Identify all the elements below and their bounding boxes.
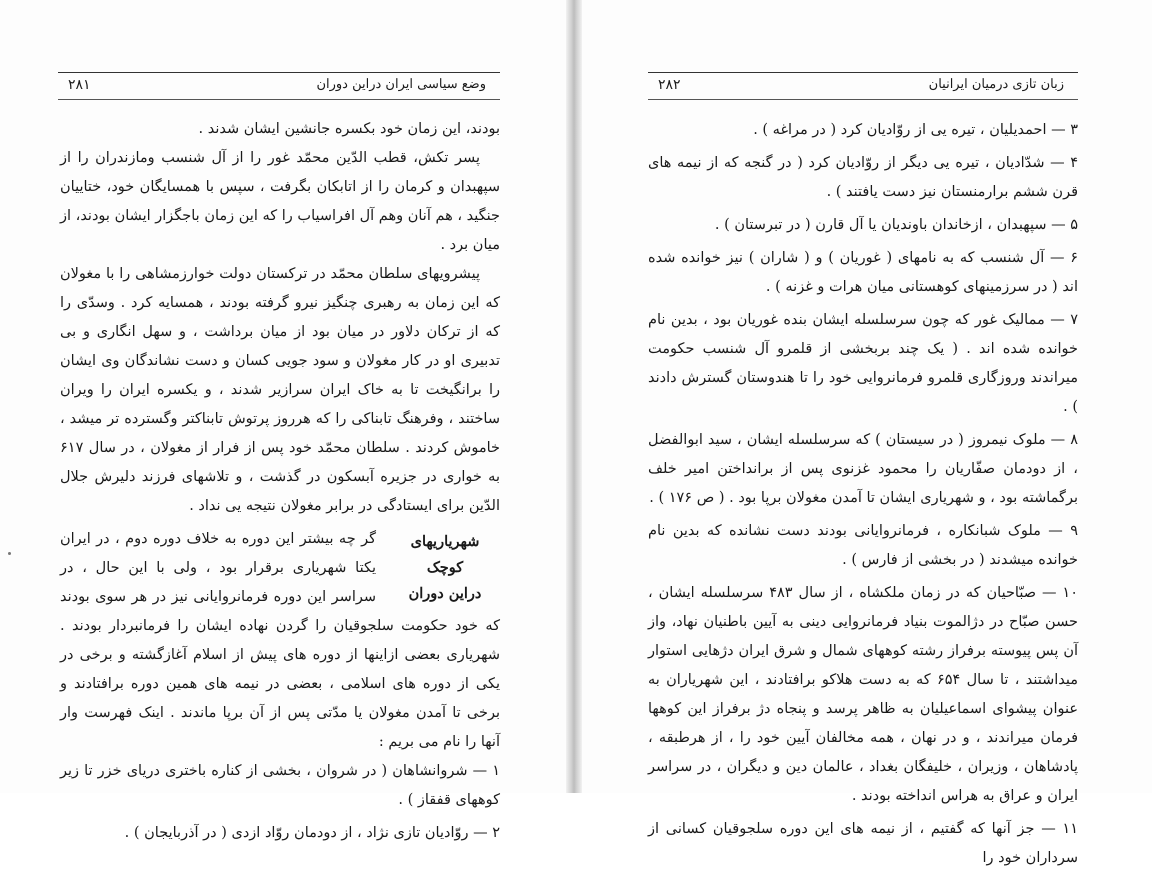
list-item: ۹ — ملوک شبانکاره ، فرمانروایانی بودند دست نشانده که بدین نام خوانده میشدند ( در بخشی از فارس ) . xyxy=(648,523,1078,568)
list-item: ۵ — سپهبدان ، ازخاندان باوندیان یا آل قارن ( در تبرستان ) . xyxy=(714,217,1078,233)
list-item: ۲ — روّادیان تازی نژاد ، از دودمان روّاد ازدی ( در آذربایجان ) . xyxy=(124,825,500,841)
list-item: ۱ — شروانشاهان ( در شروان ، بخشی از کناره باختری دریای خزر تا زیر کوههای قفقاز ) . xyxy=(60,763,500,808)
section-heading xyxy=(390,529,500,607)
book-gutter xyxy=(566,0,582,793)
list-item: ۱۰ — صبّاحیان که در زمان ملکشاه ، از سال ۴۸۳ سرسلسله ایشان ، حسن صبّاح در دژالموت بنیاد فرمانروایی دینی به آیین باطنیان نهاد، واز آن پس پیوسته برفراز رشته کوههای شمال و شرق ایران دژهایی استوار میداشتند ، تا سال ۶۵۴ که به دست هلاکو برافتادند ، این شهریاران به عنوان پیشوای اسماعیلیان به ظاهر پرسد و پنجاه دژ برفراز این کوهها فرمان میراندند ، و در نهان ، همه مخالفان آیین خود را ، از هرطبقه ، پادشاهان ، وزیران ، خلیفگان بغداد ، عالمان دین و دیگران ، در سراسر ایران و عراق به هراس انداخته بودند . xyxy=(648,585,1078,804)
right-running-title: زبان تازی درمیان ایرانیان xyxy=(928,77,1064,92)
list-item: ۳ — احمدیلیان ، تیره یی از روّادیان کرد ( در مراغه ) . xyxy=(753,122,1078,138)
left-running-title: وضع سیاسی ایران دراین دوران xyxy=(316,77,486,92)
paragraph: پیشرویهای سلطان محمّد در ترکستان دولت خوارزمشاهی را با مغولان که این زمان به رهبری چنگیز نیرو گرفته بودند ، همسایه کرد . وسدّی را که از ترکان دلاور در میان بود از میان برداشت ، و سهل انگاری و بی تدبیری او در کار مغولان و سود جویی کسان و دست نشاندگان وی ایشان را برانگیخت تا به خاک ایران سرازیر شدند ، و یکسره ایران را ویران ساختند ، وفرهنگ تابناکی را که هرروز پرتوش تابناکتر وگسترده تر میشد ، خاموش کردند . سلطان محمّد خود پس از فرار از مغولان ، در سال ۶۱۷ به خواری در جزیره آبسکون در گذشت ، و تلاشهای فرزند دلیرش جلال الدّین برای ایستادگی در برابر مغولان نتیجه یی نداد . xyxy=(60,266,500,514)
scan-speck xyxy=(8,552,11,555)
section-heading-line: شهریاریهای کوچک xyxy=(410,533,480,576)
right-page xyxy=(582,0,1152,866)
list-item: ۶ — آل شنسب که به نامهای ( غوریان ) و ( شاران ) نیز خوانده شده اند ( در سرزمینهای کوهستانی میان هرات و غزنه ) . xyxy=(648,250,1078,295)
section-heading-line: دراین دوران xyxy=(408,585,482,602)
list-item: ۱۱ — جز آنها که گفتیم ، از نیمه های این دوره سلجوقیان کسانی از سرداران خود را xyxy=(648,821,1078,866)
left-page xyxy=(0,0,566,841)
paragraph: پسر تکش، قطب الدّین محمّد غور را از آل شنسب ومازندران را از سپهبدان و کرمان را از اتابکان بگرفت ، سپس با همسایگان خود، ختاییان جنگید ، هم آنان وهم آل افراسیاب را که این زمان باجگزار ایشان بودند، از میان برد . xyxy=(60,150,500,253)
right-page-body xyxy=(648,116,1078,873)
paragraph: بودند، این زمان خود بکسره جانشین ایشان شدند . xyxy=(198,121,500,137)
list-item: ۴ — شدّادیان ، تیره یی دیگر از روّادیان کرد ( در گنجه که از نیمه های قرن ششم برارمنستان نیز دست یافتند ) . xyxy=(648,155,1078,200)
right-page-number: ۲۸۲ xyxy=(658,77,681,93)
left-page-body xyxy=(60,115,500,848)
list-item: ۸ — ملوک نیمروز ( در سیستان ) که سرسلسله ایشان ، سید ابوالفضل ، از دودمان صفّاریان را محمود غزنوی پس از برانداختن امیر خلف برگماشته بود ، و شهریاری ایشان تا آمدن مغولان برپا بود . ( ص ۱۷۶ ) . xyxy=(648,432,1078,506)
left-page-number: ۲۸۱ xyxy=(68,77,91,93)
section-paragraph: گر چه بیشتر این دوره به خلاف دوره دوم ، در ایران یکتا شهریاری برقرار بود ، ولی با این حال ، در سراسر این دوره فرمانروایانی نیز در هر سوی بودند که خود حکومت سلجوقیان را گردن نهاده ایشان را فرمانبردار بودند . شهریاری بعضی ازاینها از دوره های پیش از اسلام آغازگشته و برخی در یکی از دوره های اسلامی ، بعضی در نیمه های همین دوره برافتادند و برخی تا آمدن مغولان یا مدّتی پس از آن برپا ماندند . اینک فهرست وار آنها را نام می بریم : xyxy=(60,531,500,750)
right-page-header xyxy=(648,72,1078,100)
left-page-header xyxy=(58,72,500,100)
list-item: ۷ — ممالیک غور که چون سرسلسله ایشان بنده غوریان بود ، بدین نام خوانده شده اند . ( یک چند بربخشی از قلمرو آل شنسب حکومت میراندند وروزگاری قلمرو فرمانروایی خود را تا هندوستان گسترش دادند ) . xyxy=(648,312,1078,415)
